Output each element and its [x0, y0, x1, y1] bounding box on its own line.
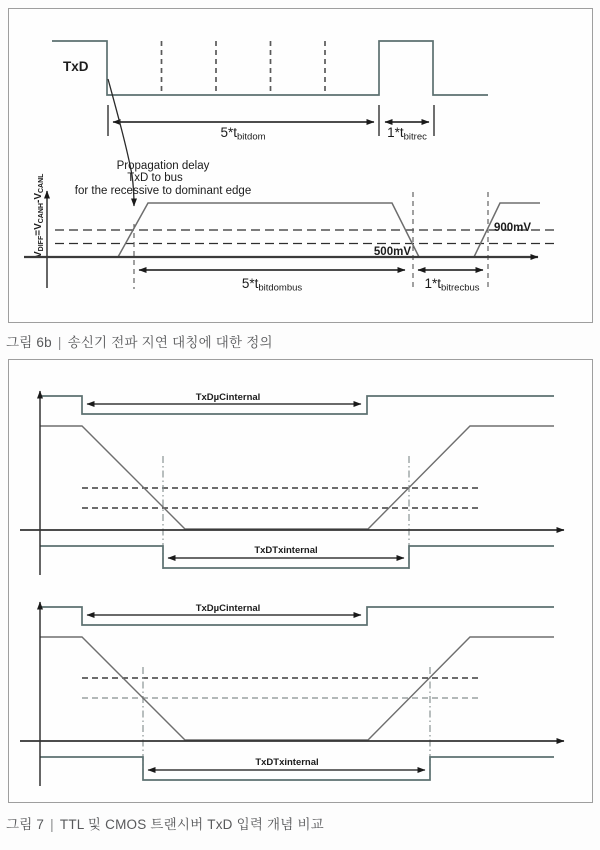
tbitdom-label: 5*tbitdom	[220, 125, 266, 143]
cmos-tx-label: TxDTxinternal	[255, 757, 319, 768]
vdiff-axis-label: $V_{DIFF}=V_{CANH}-V_{CANL}$	[33, 173, 45, 258]
figure-7-caption-text: TTL 및 CMOS 트랜시버 TxD 입력 개념 비교	[59, 817, 324, 832]
tbitrecbus-label: 1*tbitrecbus	[424, 276, 480, 294]
caption-separator: |	[50, 817, 54, 832]
figure-7-diagram	[9, 360, 593, 803]
tbitrec-label: 1*tbitrec	[387, 125, 427, 143]
v900-label: 900mV	[494, 222, 532, 234]
caption-separator: |	[57, 335, 62, 350]
figure-6b-caption-text: 송신기 전파 지연 대칭에 대한 정의	[67, 335, 273, 350]
cmos-uc-label: TxDµCinternal	[195, 603, 261, 614]
figure-6b-caption	[6, 331, 273, 351]
v500-label: 500mV	[373, 246, 411, 258]
ttl-uc-label: TxDµCinternal	[195, 392, 261, 403]
tbitdombus-label: 5*tbitdombus	[241, 276, 303, 294]
figure-7-caption	[6, 813, 324, 833]
txd-signal-label: TxD	[63, 59, 89, 74]
svg-text:Propagation delay: Propagation delay	[116, 160, 210, 172]
figure-6b-diagram	[9, 9, 593, 323]
svg-text:for the recessive to dominant: for the recessive to dominant edge	[74, 185, 252, 197]
figure-6b-caption-tag: 그림 6b	[6, 335, 52, 350]
svg-text:TxD to bus: TxD to bus	[127, 172, 183, 184]
figure-7-caption-tag: 그림 7	[6, 817, 45, 832]
figure-6b-frame	[9, 9, 593, 323]
ttl-tx-label: TxDTxinternal	[254, 545, 318, 556]
